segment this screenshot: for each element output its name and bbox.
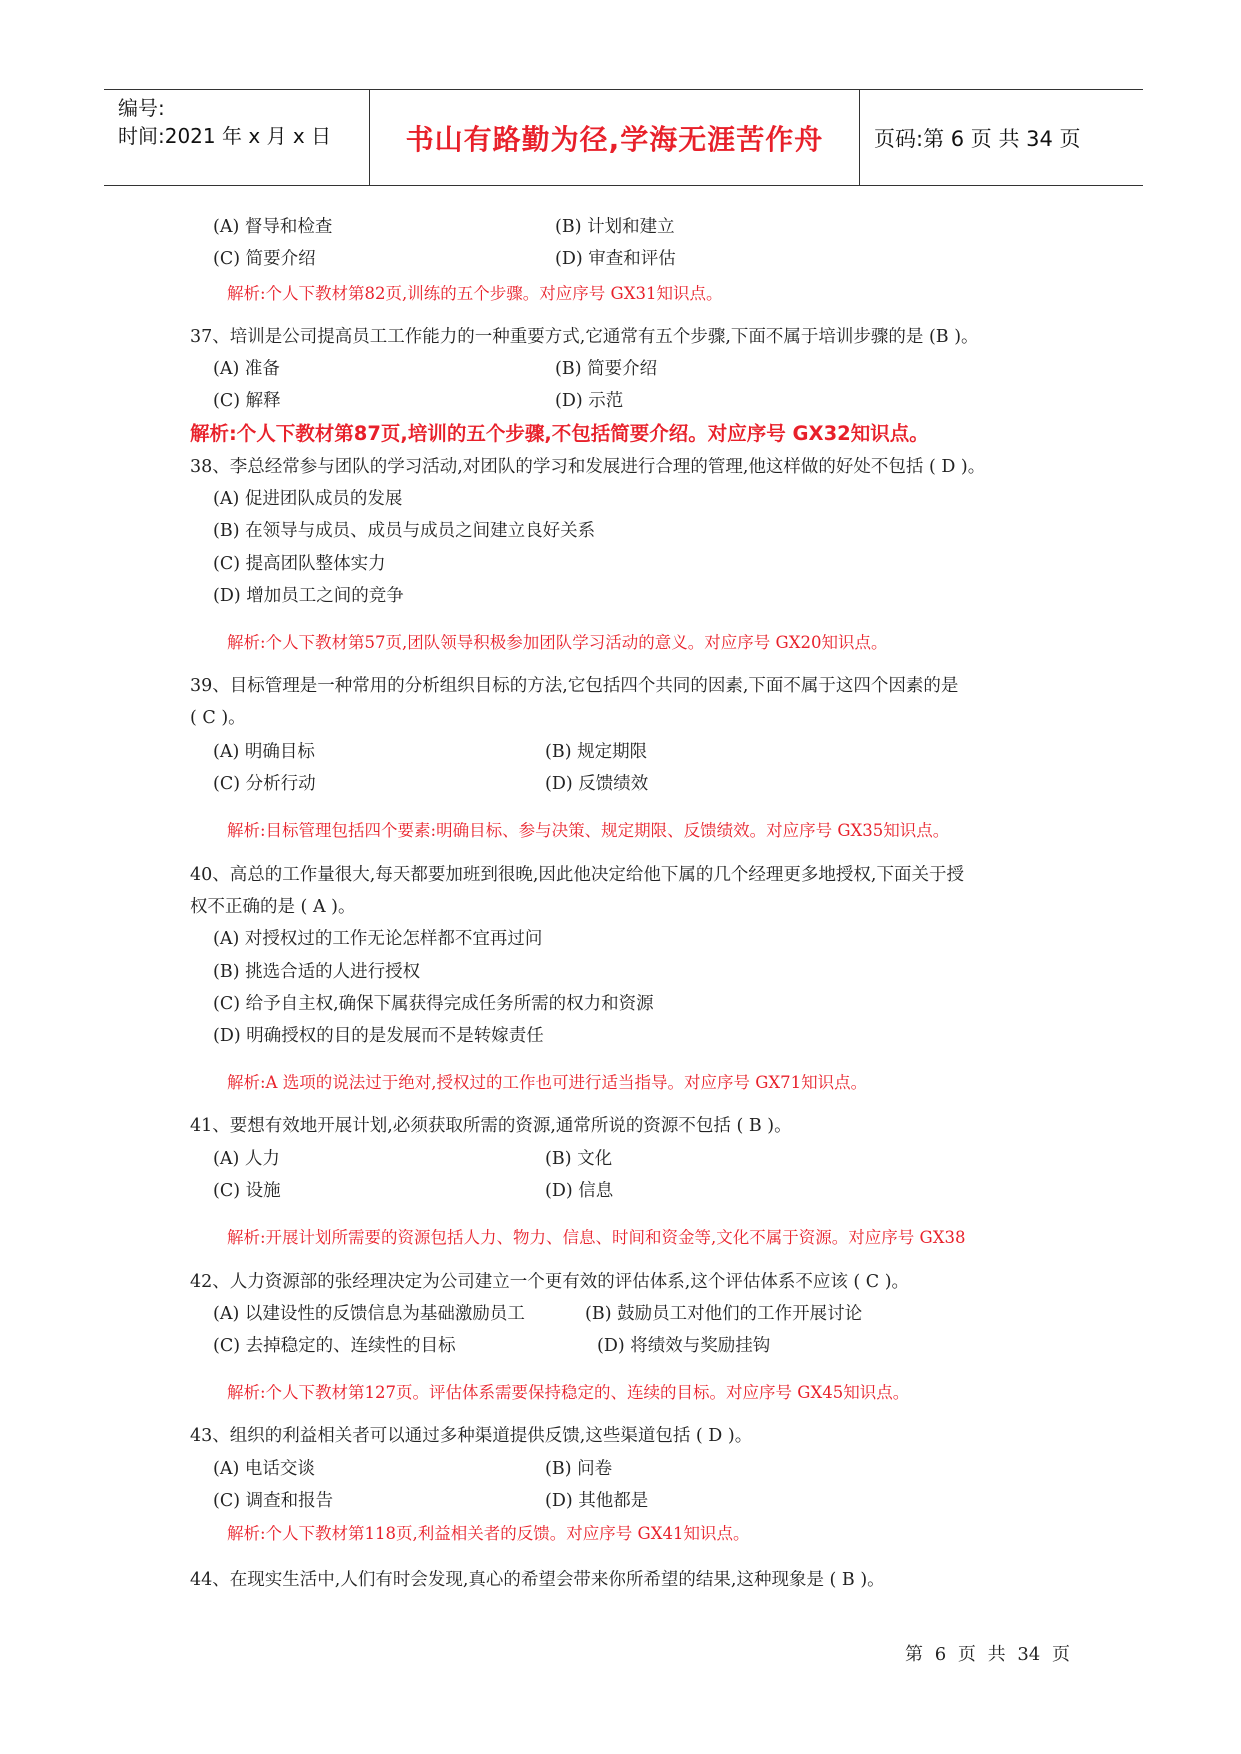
q37-option-c: (C) 解释 [213,391,281,411]
q42-option-d: (D) 将绩效与奖励挂钩 [597,1336,771,1356]
q36-option-a: (A) 督导和检查 [213,217,333,237]
q40-option-c: (C) 给予自主权,确保下属获得完成任务所需的权力和资源 [213,994,654,1014]
q41-analysis: 解析:开展计划所需要的资源包括人力、物力、信息、时间和资金等,文化不属于资源。对应序号 GX38 [227,1228,966,1247]
q43-option-d: (D) 其他都是 [545,1491,649,1511]
document-header [104,89,1143,186]
q38-question: 38、李总经常参与团队的学习活动,对团队的学习和发展进行合理的管理,他这样做的好处不包括 ( D )。 [190,457,986,477]
q40-question-cont: 权不正确的是 ( A )。 [190,897,356,917]
q38-option-a: (A) 促进团队成员的发展 [213,489,403,509]
q38-analysis: 解析:个人下教材第57页,团队领导积极参加团队学习活动的意义。对应序号 GX20知识点。 [227,633,888,652]
time-label: 时间:2021 年 x 月 x 日 [118,124,332,148]
q39-option-a: (A) 明确目标 [213,742,315,762]
q37-option-a: (A) 准备 [213,359,280,379]
q44-question: 44、在现实生活中,人们有时会发现,真心的希望会带来你所希望的结果,这种现象是 ( B )。 [190,1570,885,1590]
q41-option-c: (C) 设施 [213,1181,281,1201]
q41-option-a: (A) 人力 [213,1149,280,1169]
q42-analysis: 解析:个人下教材第127页。评估体系需要保持稳定的、连续的目标。对应序号 GX45知识点。 [227,1383,910,1402]
q39-question: 39、目标管理是一种常用的分析组织目标的方法,它包括四个共同的因素,下面不属于这四个因素的是 [190,676,959,696]
q40-option-b: (B) 挑选合适的人进行授权 [213,962,421,982]
q39-option-b: (B) 规定期限 [545,742,648,762]
q43-analysis: 解析:个人下教材第118页,利益相关者的反馈。对应序号 GX41知识点。 [227,1524,750,1543]
q36-analysis: 解析:个人下教材第82页,训练的五个步骤。对应序号 GX31知识点。 [227,284,723,303]
q39-question-cont: ( C )。 [190,708,246,728]
q40-analysis: 解析:A 选项的说法过于绝对,授权过的工作也可进行适当指导。对应序号 GX71知识点。 [227,1073,868,1092]
q37-option-d: (D) 示范 [555,391,624,411]
number-label: 编号: [118,96,165,120]
q41-question: 41、要想有效地开展计划,必须获取所需的资源,通常所说的资源不包括 ( B )。 [190,1116,792,1136]
q40-question: 40、高总的工作量很大,每天都要加班到很晚,因此他决定给他下属的几个经理更多地授权,下面关于授 [190,865,964,885]
q38-option-b: (B) 在领导与成员、成员与成员之间建立良好关系 [213,521,596,541]
q42-option-b: (B) 鼓励员工对他们的工作开展讨论 [585,1304,863,1324]
q43-option-c: (C) 调查和报告 [213,1491,334,1511]
q41-option-b: (B) 文化 [545,1149,613,1169]
q42-option-c: (C) 去掉稳定的、连续性的目标 [213,1336,456,1356]
q38-option-d: (D) 增加员工之间的竞争 [213,586,404,606]
header-divider [859,90,860,185]
q36-option-b: (B) 计划和建立 [555,217,675,237]
q37-question: 37、培训是公司提高员工工作能力的一种重要方式,它通常有五个步骤,下面不属于培训步骤的是 (B )。 [190,327,979,347]
header-motto: 书山有路勤为径,学海无涯苦作舟 [405,122,824,156]
q41-option-d: (D) 信息 [545,1181,614,1201]
q37-option-b: (B) 简要介绍 [555,359,658,379]
q40-option-d: (D) 明确授权的目的是发展而不是转嫁责任 [213,1026,544,1046]
q39-analysis: 解析:目标管理包括四个要素:明确目标、参与决策、规定期限、反馈绩效。对应序号 GX35知识点。 [227,821,950,840]
q36-option-c: (C) 简要介绍 [213,249,316,269]
q43-question: 43、组织的利益相关者可以通过多种渠道提供反馈,这些渠道包括 ( D )。 [190,1426,753,1446]
q36-option-d: (D) 审查和评估 [555,249,676,269]
q42-option-a: (A) 以建设性的反馈信息为基础激励员工 [213,1304,525,1324]
q42-question: 42、人力资源部的张经理决定为公司建立一个更有效的评估体系,这个评估体系不应该 ( C )。 [190,1272,910,1292]
q38-option-c: (C) 提高团队整体实力 [213,554,386,574]
header-meta [118,94,368,150]
q39-option-d: (D) 反馈绩效 [545,774,649,794]
q43-option-b: (B) 问卷 [545,1459,613,1479]
q39-option-c: (C) 分析行动 [213,774,316,794]
page-footer: 第 6 页 共 34 页 [905,1644,1070,1665]
q43-option-a: (A) 电话交谈 [213,1459,315,1479]
header-page-number: 页码:第 6 页 共 34 页 [874,126,1081,151]
q40-option-a: (A) 对授权过的工作无论怎样都不宜再过问 [213,929,543,949]
q37-analysis: 解析:个人下教材第87页,培训的五个步骤,不包括简要介绍。对应序号 GX32知识点。 [190,422,929,445]
